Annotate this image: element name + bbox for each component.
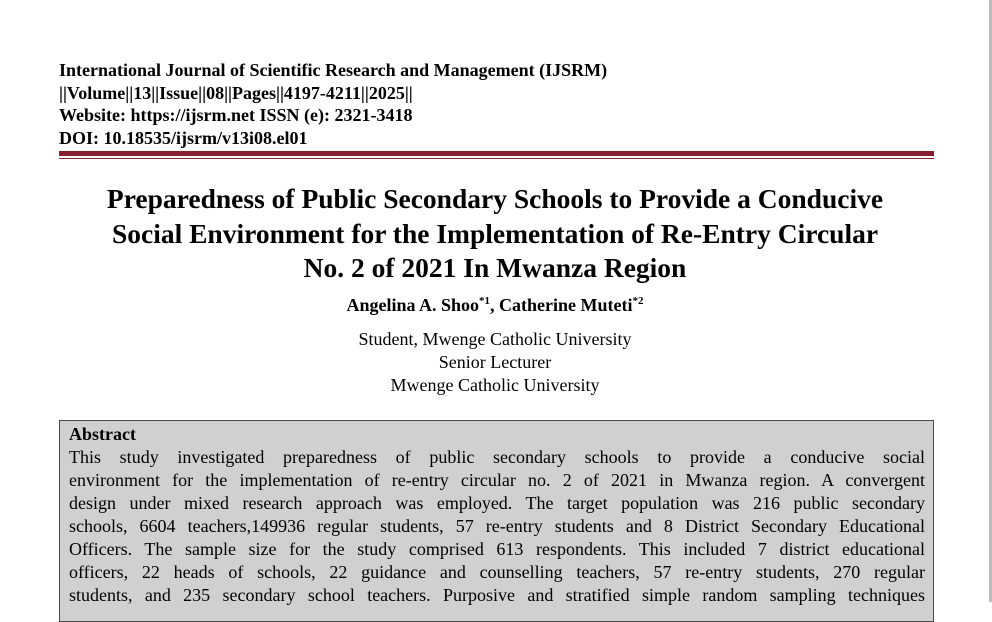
title-line: Preparedness of Public Secondary Schools to Provide a Conducive (106, 183, 884, 214)
abstract-line: schools, 6604 teachers,149936 regular students, 57 re-entry students and 8 District Secondary Educational (69, 516, 925, 536)
author-separator: , (490, 295, 500, 315)
journal-issue-line: ||Volume||13||Issue||08||Pages||4197-4211||2025|| (59, 82, 413, 103)
abstract-line: environment for the implementation of re-entry circular no. 2 of 2021 in Mwanza region. A convergent (69, 470, 925, 490)
affiliation-line: Student, Mwenge Catholic University (358, 329, 632, 349)
journal-name: International Journal of Scientific Research and Management (IJSRM) (59, 60, 608, 80)
header-rule-thick (59, 151, 934, 156)
affiliation-line: Mwenge Catholic University (390, 375, 600, 395)
journal-doi-line: DOI: 10.18535/ijsrm/v13i08.el01 (59, 128, 308, 149)
affiliations (40, 328, 950, 397)
affiliation-line: Senior Lecturer (438, 352, 552, 372)
journal-website-line: Website: https://ijsrm.net ISSN (e): 2321-3418 (59, 105, 413, 126)
header-rule-thin (59, 158, 934, 159)
abstract-line: students, and 235 secondary school teachers. Purposive and stratified simple random sampling techniques (69, 585, 925, 605)
author-affiliation-mark: *1 (479, 295, 491, 307)
abstract-line: design under mixed research approach was employed. The target population was 216 public secondary (69, 493, 925, 513)
paper-title (40, 182, 950, 286)
title-line: No. 2 of 2021 In Mwanza Region (303, 252, 687, 283)
abstract-line: Officers. The sample size for the study comprised 613 respondents. This included 7 district educational (69, 539, 925, 559)
author-name: Angelina A. Shoo (346, 295, 480, 315)
abstract-heading: Abstract (69, 424, 136, 444)
abstract-body (69, 446, 925, 607)
journal-header (59, 59, 759, 150)
title-line: Social Environment for the Implementation of Re-Entry Circular (111, 217, 879, 249)
author-line (40, 293, 950, 317)
author-name: Catherine Muteti (499, 295, 633, 315)
author-affiliation-mark: *2 (632, 295, 644, 307)
abstract-box (59, 420, 934, 622)
abstract-line: officers, 22 heads of schools, 22 guidance and counselling teachers, 57 re-entry students, 270 regular (69, 562, 925, 582)
abstract-line: This study investigated preparedness of public secondary schools to provide a conducive social (69, 447, 925, 467)
